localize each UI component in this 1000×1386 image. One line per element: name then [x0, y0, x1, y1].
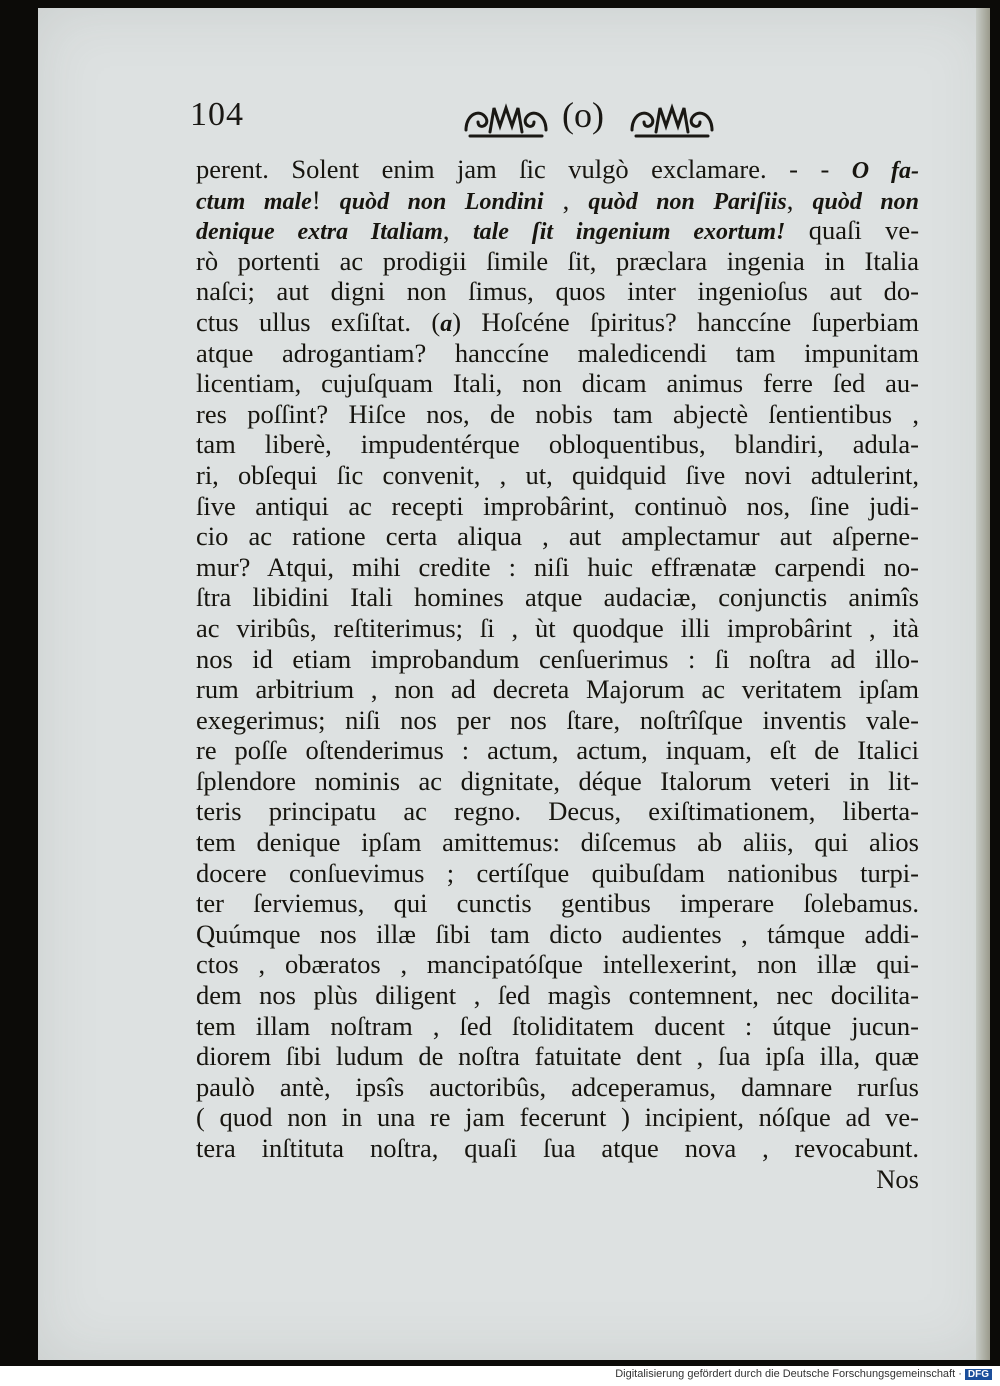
text-line — [196, 1011, 919, 1042]
text-run: atque adrogantiam? hanccíne maledicendi tam impunitam — [196, 337, 919, 368]
text-run: Quúmque nos illæ ſibi tam dicto audientes , támque addi- — [196, 918, 919, 949]
italic-run: tale ſit ingenium exortum! — [472, 219, 786, 246]
text-line — [196, 185, 919, 216]
italic-run: quòd non Londini — [339, 188, 544, 215]
text-line — [196, 1072, 919, 1103]
text-line — [196, 705, 919, 736]
text-run: exegerimus; niſi nos per nos ſtare, noſtrîſque inventis vale- — [196, 704, 919, 735]
text-run: rò portenti ac prodigii ſimile ſit, præclara ingenia in Italia — [196, 245, 919, 276]
text-line — [196, 154, 919, 185]
text-line — [196, 368, 919, 399]
text-run: ctus ullus exſiſtat. ( — [196, 306, 441, 337]
text-run: perent. Solent enim jam ſic vulgò exclamare. - - — [196, 154, 852, 184]
page-number: 104 — [190, 96, 244, 133]
text-line — [196, 888, 919, 919]
text-line — [196, 552, 919, 583]
text-line — [196, 460, 919, 491]
footer-credit — [615, 1368, 992, 1380]
text-run: teris principatu ac regno. Decus, exiſtimationem, liberta- — [196, 796, 919, 827]
footer-credit-text: Digitalisierung gefördert durch die Deutsche Forschungsgemeinschaft · — [615, 1368, 962, 1380]
italic-run: quòd non — [812, 188, 920, 215]
text-run: res poſſint? Hiſce nos, de nobis tam abjectè ſentientibus , — [196, 398, 919, 429]
text-run: re poſſe oſtenderimus : actum, actum, inquam, eſt de Italici — [196, 735, 919, 766]
text-run: tam liberè, impudentérque obloquentibus, blandiri, adula- — [196, 429, 919, 460]
text-line — [196, 429, 919, 460]
text-line — [196, 338, 919, 369]
text-run: cio ac ratione certa aliqua , aut amplectamur aut aſperne- — [196, 521, 919, 552]
text-run: ac viribûs, reſtiterimus; ſi , ùt quodque illi improbârint , ità — [196, 612, 919, 643]
text-run: tem illam noſtram , ſed ſtoliditatem ducent : útque jucun- — [196, 1010, 919, 1041]
text-line — [196, 858, 919, 889]
text-line — [196, 399, 919, 430]
text-run: ( quod non in una re jam fecerunt ) incipient, nóſque ad ve- — [196, 1102, 919, 1133]
text-run: , — [543, 184, 589, 215]
running-head — [190, 92, 920, 152]
italic-run: O fa- — [851, 158, 919, 184]
italic-run: ctum male — [196, 188, 312, 215]
text-line — [196, 949, 919, 980]
text-run: nos id etiam improbandum cenſuerimus : ſi noſtra ad illo- — [196, 643, 919, 674]
text-line — [196, 735, 919, 766]
flourish-ornament-icon — [626, 100, 718, 140]
text-line — [196, 582, 919, 613]
text-line — [196, 766, 919, 797]
text-run: paulò antè, ipsîs auctoribûs, adceperamus, damnare rurſus — [196, 1071, 919, 1102]
header-center-mark: (o) — [562, 95, 604, 135]
page-edge — [976, 8, 990, 1360]
text-line — [196, 1102, 919, 1133]
text-run: mur? Atqui, mihi credite : niſi huic effrænatæ carpendi no- — [196, 551, 919, 582]
italic-run: a — [440, 310, 453, 337]
text-run: ctos , obæratos , mancipatóſque intellexerint, non illæ qui- — [196, 949, 919, 980]
text-line — [196, 246, 919, 277]
text-line — [196, 215, 919, 246]
text-run: ſplendore nominis ac dignitate, déque Italorum veteri in lit- — [196, 765, 919, 796]
text-run: , — [442, 215, 473, 246]
text-run: , — [786, 184, 813, 215]
text-line — [196, 796, 919, 827]
dfg-logo: DFG — [965, 1369, 992, 1380]
text-line — [196, 1041, 919, 1072]
text-line — [196, 980, 919, 1011]
text-run: licentiam, cujuſquam Itali, non dicam animus ferre ſed au- — [196, 368, 919, 399]
text-run: naſci; aut digni non ſimus, quos inter ingenioſus aut do- — [196, 276, 919, 307]
text-run: rum arbitrium , non ad decreta Majorum ac veritatem ipſam — [196, 674, 919, 705]
text-run: tera inſtituta noſtra, quaſi ſua atque nova , revocabunt. — [196, 1133, 919, 1163]
text-run: ſive antiqui ac recepti improbârint, continuò nos, ſine judi- — [196, 490, 919, 521]
text-line — [196, 1133, 919, 1164]
text-run: ) Hoſcéne ſpiritus? hanccíne ſuperbiam — [452, 306, 920, 337]
flourish-ornament-icon — [460, 100, 552, 140]
text-run: diorem ſibi ludum de noſtra fatuitate dent , ſua ipſa illa, quæ — [196, 1041, 919, 1072]
text-line — [196, 521, 919, 552]
footer-bar — [0, 1366, 1000, 1386]
text-run: ſtra libidini Itali homines atque audaciæ, conjunctis animîs — [196, 582, 919, 613]
catchword: Nos — [876, 1163, 919, 1194]
italic-run: denique extra Italiam — [196, 219, 443, 246]
text-run: docere conſuevimus ; certíſque quibuſdam nationibus turpi- — [196, 857, 919, 888]
text-run: ter ſerviemus, qui cunctis gentibus imperare ſolebamus. — [196, 888, 919, 919]
text-line — [196, 827, 919, 858]
text-run: dem nos plùs diligent , ſed magìs contemnent, nec docilita- — [196, 980, 919, 1011]
text-run: tem denique ipſam amittemus: diſcemus ab aliis, qui alios — [196, 827, 919, 858]
italic-run: quòd non Pariſiis — [588, 188, 787, 215]
text-line — [196, 674, 919, 705]
text-line — [196, 491, 919, 522]
text-run: quaſi ve- — [785, 215, 920, 246]
text-line — [196, 919, 919, 950]
text-line — [196, 613, 919, 644]
text-run: ri, obſequi ſic convenit, , ut, quidquid ſive novi adtulerint, — [196, 459, 919, 490]
body-text — [196, 154, 919, 1194]
text-line — [196, 276, 919, 307]
text-line — [196, 644, 919, 675]
text-run: ! — [311, 184, 340, 215]
text-line — [196, 307, 919, 338]
